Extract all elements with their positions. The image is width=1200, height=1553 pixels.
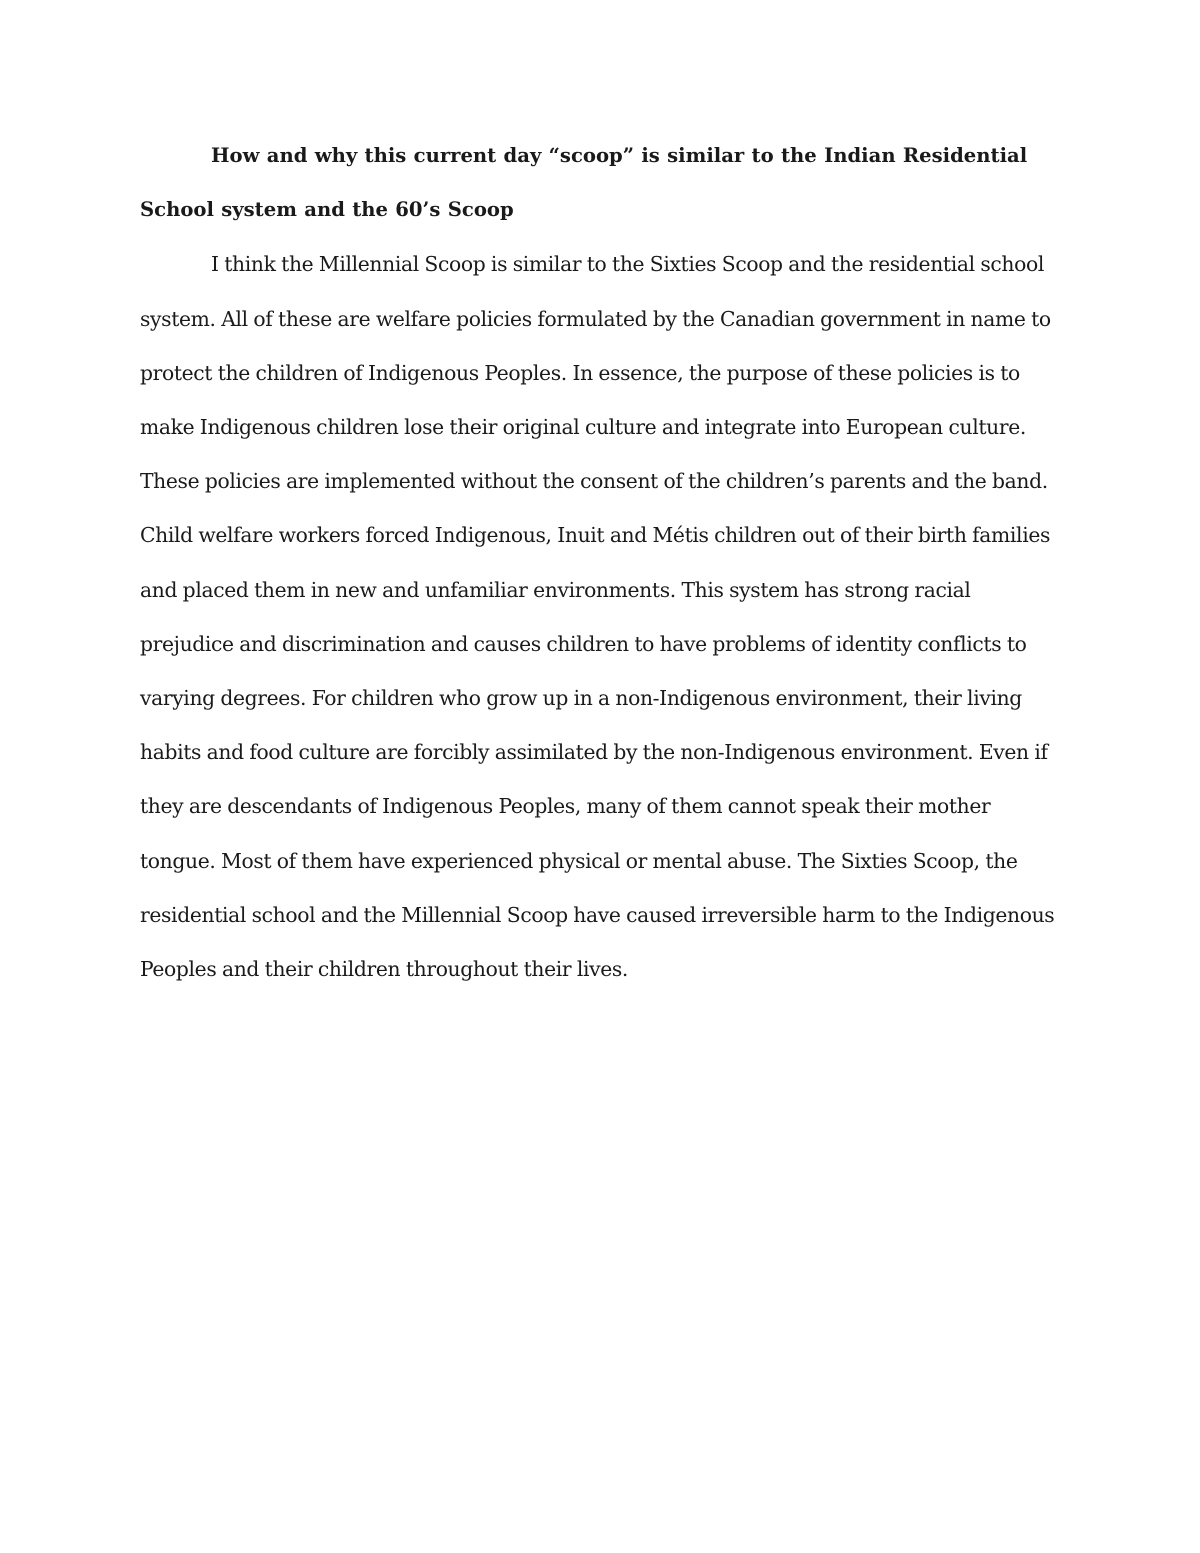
body-paragraph: I think the Millennial Scoop is similar to the Sixties Scoop and the residential school system. All of these are welfare policies formulated by the Canadian government in name to protect the children of Indigenous Peoples. In essence, the purpose of these policies is to make Indigenous children lose their original culture and integrate into European culture. These policies are implemented without the consent of the children’s parents and the band. Child welfare workers forced Indigenous, Inuit and Métis children out of their birth families and placed them in new and unfamiliar environments. This system has strong racial prejudice and discrimination and causes children to have problems of identity conflicts to varying degrees. For children who grow up in a non-Indigenous environment, their living habits and food culture are forcibly assimilated by the non-Indigenous environment. Even if they are descendants of Indigenous Peoples, many of them cannot speak their mother tongue. Most of them have experienced physical or mental abuse. The Sixties Scoop, the residential school and the Millennial Scoop have caused irreversible harm to the Indigenous Peoples and their children throughout their lives. [140,252,1055,982]
document-body [140,129,1064,996]
document-heading: How and why this current day “scoop” is similar to the Indian Residential School system and the 60’s Scoop [140,144,1028,222]
